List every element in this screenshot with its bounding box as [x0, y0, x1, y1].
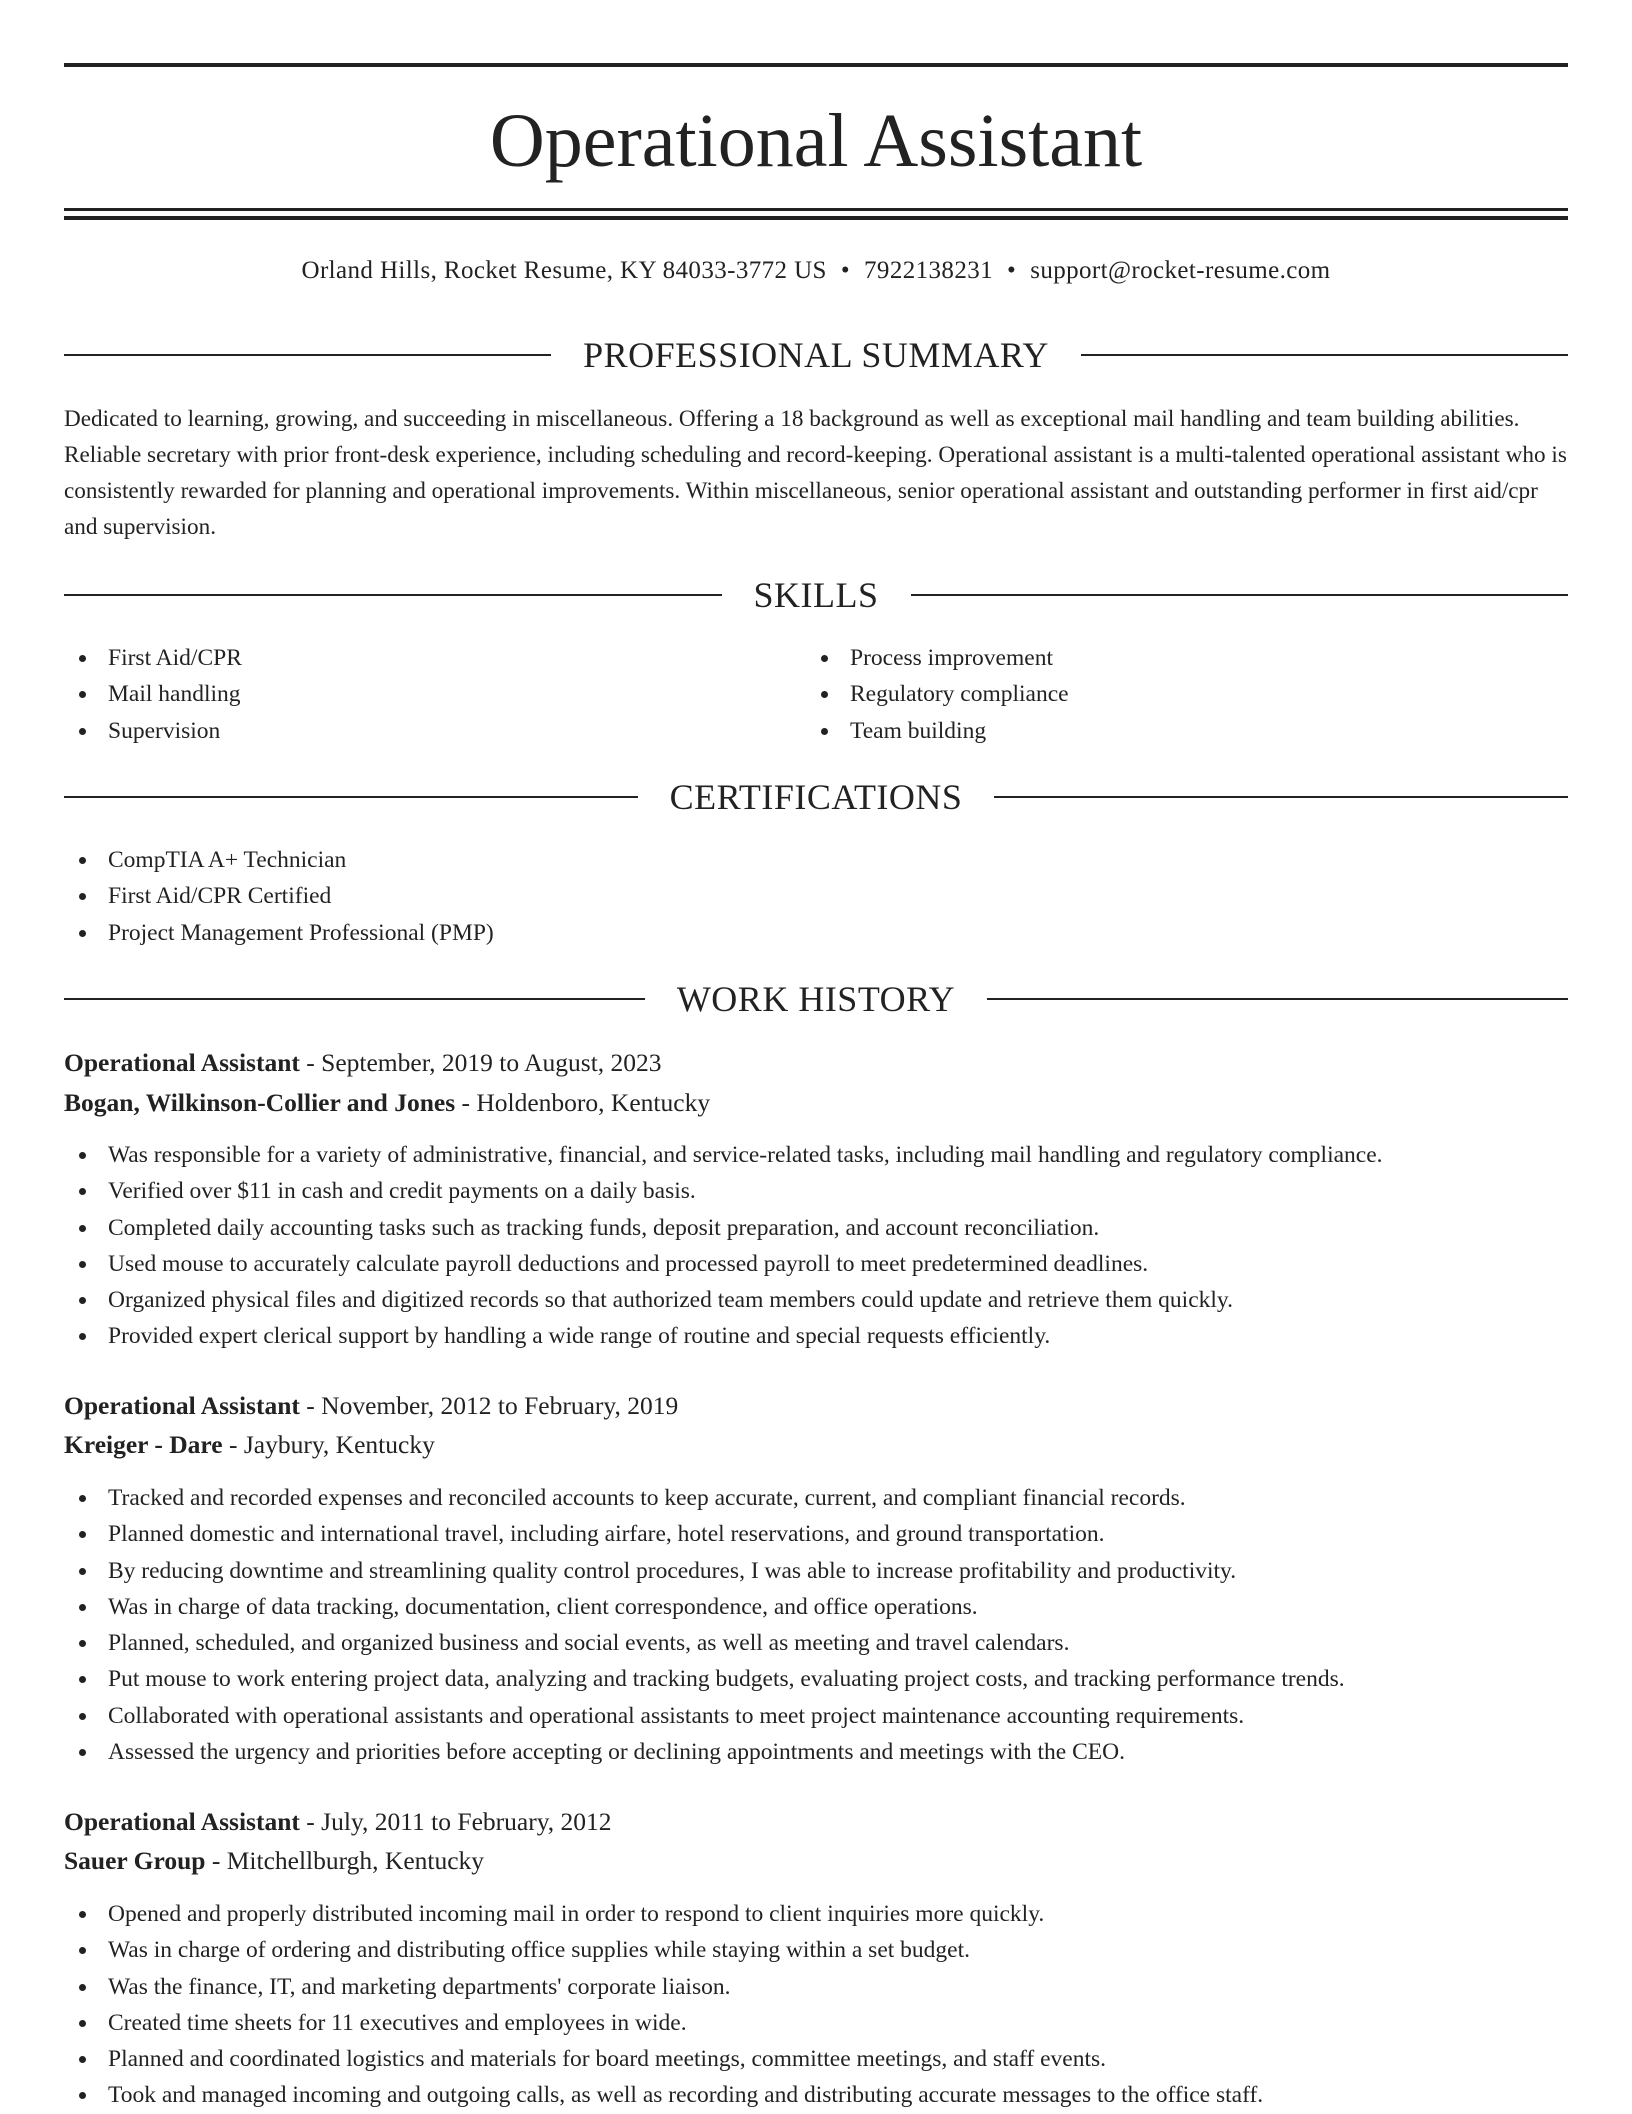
section-heading-summary: [64, 333, 1568, 377]
heading-rule: [64, 998, 645, 1000]
skill-item: Regulatory compliance: [806, 676, 1069, 712]
skill-item: Process improvement: [806, 640, 1069, 676]
job-bullet: Used mouse to accurately calculate payroll deductions and processed payroll to meet predetermined deadlines.: [64, 1246, 1383, 1282]
job-title-line: [64, 1805, 612, 1839]
job-bullet: Planned, scheduled, and organized business and social events, as well as meeting and travel calendars.: [64, 1625, 1345, 1661]
skill-item: Mail handling: [64, 676, 242, 712]
job-bullet: Was responsible for a variety of administrative, financial, and service-related tasks, including mail handling and regulatory compliance.: [64, 1137, 1383, 1173]
section-heading-label: SKILLS: [753, 575, 879, 615]
job-bullet-list: [64, 1137, 1383, 1355]
skills-list-left: [64, 640, 242, 749]
job-dates: - July, 2011 to February, 2012: [299, 1807, 612, 1836]
contact-email: support@rocket-resume.com: [1030, 257, 1331, 284]
heading-rule: [64, 594, 722, 596]
job-bullet: Took and managed incoming and outgoing calls, as well as recording and distributing accurate messages to the office staff.: [64, 2077, 1263, 2113]
job-bullet: Planned and coordinated logistics and materials for board meetings, committee meetings, and staff events.: [64, 2041, 1263, 2077]
heading-rule: [1081, 354, 1568, 356]
job-bullet: Assessed the urgency and priorities before accepting or declining appointments and meetings with the CEO.: [64, 1734, 1345, 1770]
certification-item: First Aid/CPR Certified: [64, 878, 494, 914]
job-company: Kreiger - Dare: [64, 1430, 223, 1459]
job-dates: - September, 2019 to August, 2023: [299, 1048, 662, 1077]
job-company: Sauer Group: [64, 1846, 206, 1875]
job-bullet: Completed daily accounting tasks such as tracking funds, deposit preparation, and account reconciliation.: [64, 1210, 1383, 1246]
skill-item: First Aid/CPR: [64, 640, 242, 676]
job-bullet: Was in charge of data tracking, documentation, client correspondence, and office operations.: [64, 1589, 1345, 1625]
skill-item: Team building: [806, 713, 1069, 749]
certification-item: CompTIA A+ Technician: [64, 842, 494, 878]
job-title-line: [64, 1389, 678, 1423]
job-bullet-list: [64, 1896, 1263, 2114]
job-bullet: Planned domestic and international travel, including airfare, hotel reservations, and ground transportation.: [64, 1516, 1345, 1552]
job-dates: - November, 2012 to February, 2019: [299, 1391, 679, 1420]
job-bullet: Was in charge of ordering and distributing office supplies while staying within a set budget.: [64, 1932, 1263, 1968]
contact-phone: 7922138231: [864, 257, 994, 284]
job-company: Bogan, Wilkinson-Collier and Jones: [64, 1088, 456, 1117]
job-bullet: Was the finance, IT, and marketing departments' corporate liaison.: [64, 1969, 1263, 2005]
job-company-line: [64, 1086, 710, 1120]
skills-list-right: [806, 640, 1069, 749]
certification-item: Project Management Professional (PMP): [64, 915, 494, 951]
job-bullet-list: [64, 1480, 1345, 1770]
job-bullet: Organized physical files and digitized records so that authorized team members could update and retrieve them quickly.: [64, 1282, 1383, 1318]
page-title: Operational Assistant: [489, 99, 1143, 183]
job-bullet: Put mouse to work entering project data, analyzing and tracking budgets, evaluating project costs, and tracking performance trends.: [64, 1661, 1345, 1697]
summary-text: Dedicated to learning, growing, and succeeding in miscellaneous. Offering a 18 background as well as exceptional mail handling and team building abilities. Reliable secretary with prior front-desk experience, including scheduling and record-keeping. Operational assistant is a multi-talented operational assistant who is consistently rewarded for planning and operational improvements. Within miscellaneous, senior operational assistant and outstanding performer in first aid/cpr and supervision.: [64, 406, 1567, 540]
section-heading-skills: [64, 573, 1568, 617]
section-heading-label: CERTIFICATIONS: [669, 777, 963, 817]
job-bullet: Collaborated with operational assistants and operational assistants to meet project maintenance accounting requirements.: [64, 1698, 1345, 1734]
top-rule: [64, 63, 1568, 67]
certifications-list: [64, 842, 494, 951]
contact-separator: •: [1007, 257, 1017, 284]
heading-rule: [987, 998, 1568, 1000]
heading-rule: [911, 594, 1569, 596]
job-company-line: [64, 1844, 484, 1878]
job-bullet: Tracked and recorded expenses and reconciled accounts to keep accurate, current, and compliant financial records.: [64, 1480, 1345, 1516]
job-title: Operational Assistant: [64, 1048, 300, 1077]
job-bullet: Opened and properly distributed incoming mail in order to respond to client inquiries more quickly.: [64, 1896, 1263, 1932]
job-title-line: [64, 1046, 662, 1080]
contact-separator: •: [840, 257, 851, 284]
section-heading-label: PROFESSIONAL SUMMARY: [583, 335, 1049, 375]
title-double-rule: [64, 208, 1568, 220]
section-heading-label: WORK HISTORY: [676, 979, 956, 1019]
job-company-line: [64, 1428, 435, 1462]
job-bullet: Created time sheets for 11 executives and employees in wide.: [64, 2005, 1263, 2041]
section-heading-work-history: [64, 977, 1568, 1021]
section-heading-certifications: [64, 775, 1568, 819]
contact-address: Orland Hills, Rocket Resume, KY 84033-3772 US: [301, 257, 827, 284]
job-bullet: By reducing downtime and streamlining quality control procedures, I was able to increase profitability and productivity.: [64, 1553, 1345, 1589]
contact-line: [64, 255, 1568, 287]
skill-item: Supervision: [64, 713, 242, 749]
job-location: - Mitchellburgh, Kentucky: [205, 1846, 485, 1875]
job-location: - Holdenboro, Kentucky: [455, 1088, 711, 1117]
heading-rule: [64, 354, 551, 356]
job-bullet: Provided expert clerical support by handling a wide range of routine and special requests efficiently.: [64, 1318, 1383, 1354]
heading-rule: [64, 796, 638, 798]
job-title: Operational Assistant: [64, 1391, 300, 1420]
job-bullet: Verified over $11 in cash and credit payments on a daily basis.: [64, 1173, 1383, 1209]
job-title: Operational Assistant: [64, 1807, 300, 1836]
heading-rule: [994, 796, 1568, 798]
job-location: - Jaybury, Kentucky: [222, 1430, 435, 1459]
